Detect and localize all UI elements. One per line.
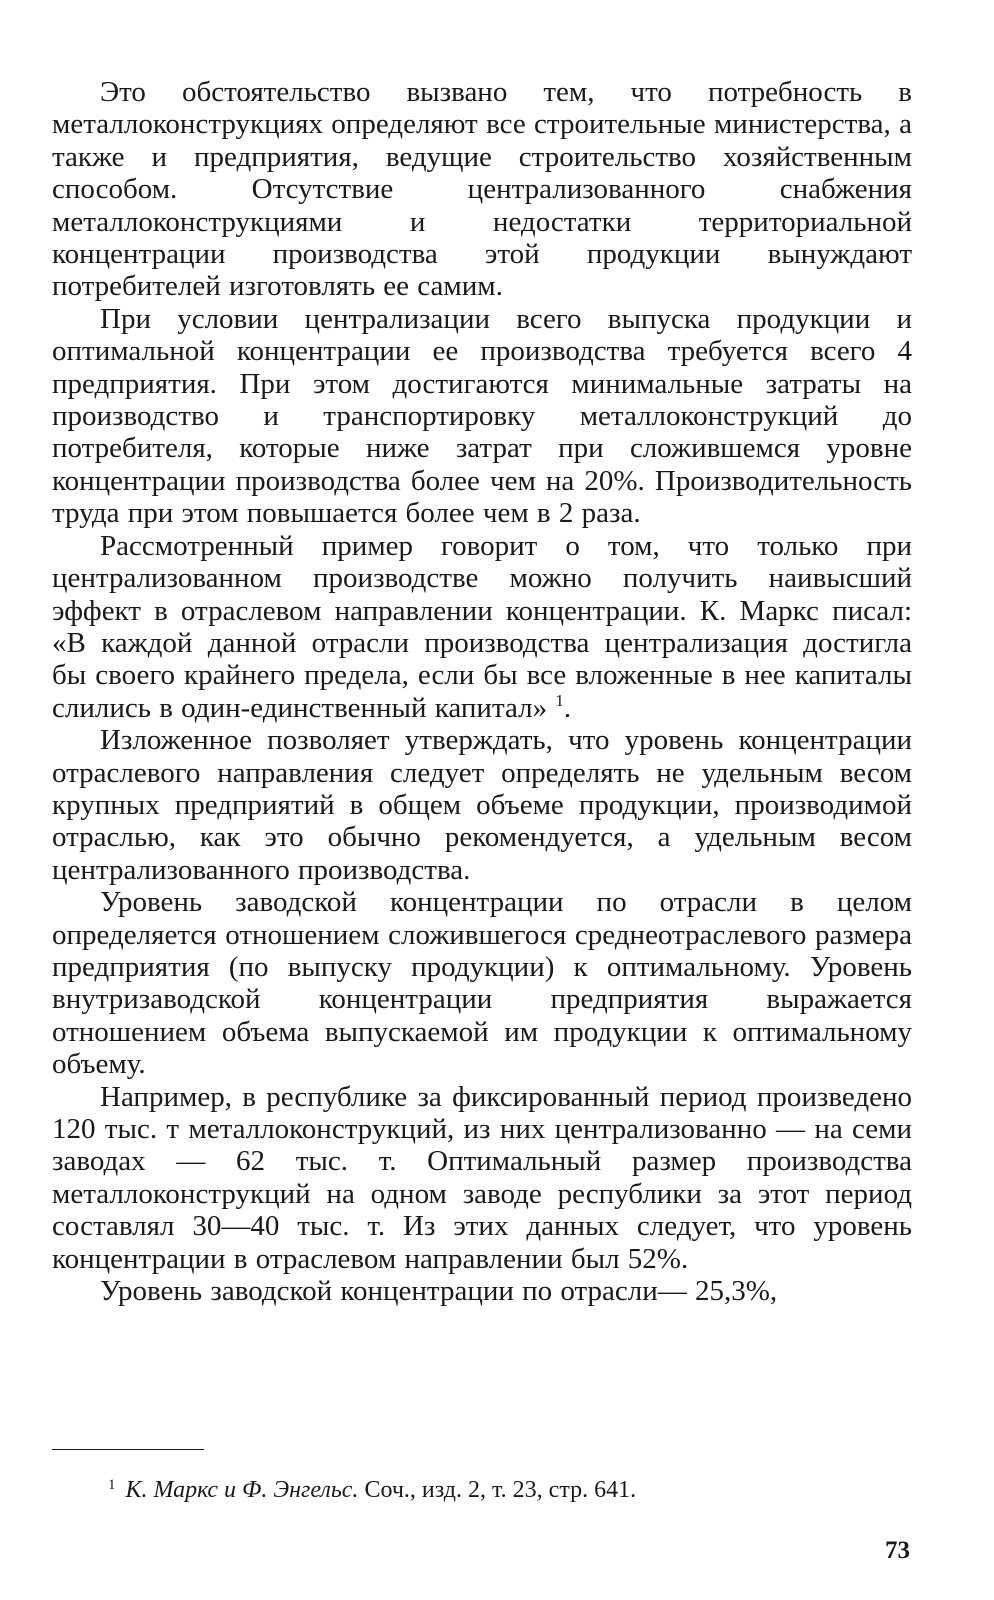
paragraph-2: При условии централизации всего выпуска продукции и оптимальной концентрации ее производства требуется всего 4 предприятия. При этом достигаются минимальные затраты на производство и транспортировку металлоконструкций до потребителя, которые ниже затрат при сложившемся уровне концентрации производства более чем на 20%. Производительность труда при этом повышается более чем в 2 раза.	[52, 302, 912, 530]
footnote-divider	[52, 1449, 204, 1450]
paragraph-3-text: Рассмотренный пример говорит о том, что только при централизованном производстве можно получить наивысший эффект в отраслевом направлении концентрации. К. Маркс писал: «В каждой данной отрасли производства централизация достигла бы своего крайнего предела, если бы все вложенные в нее капиталы слились в один-единственный капитал»	[52, 529, 912, 724]
paragraph-6: Например, в республике за фиксированный период произведено 120 тыс. т металлоконструкций, из них централизованно — на семи заводах — 62 тыс. т. Оптимальный размер производства металлоконструкций на одном заводе республики за этот период составлял 30—40 тыс. т. Из этих данных следует, что уровень концентрации в отраслевом направлении был 52%.	[52, 1080, 912, 1275]
paragraph-3	[52, 530, 912, 724]
page-number: 73	[885, 1537, 910, 1564]
footnote-source: Соч., изд. 2, т. 23, стр. 641.	[358, 1477, 637, 1503]
footnote-reference[interactable]: 1	[555, 690, 564, 710]
paragraph-1: Это обстоятельство вызвано тем, что потребность в металлоконструкциях определяют все строительные министерства, а также и предприятия, ведущие строительство хозяйственным способом. Отсутствие централизованного снабжения металлоконструкциями и недостатки территориальной концентрации производства этой продукции вынуждают потребителей изготовлять ее самим.	[52, 76, 912, 303]
footnote	[108, 1470, 636, 1505]
footnote-authors: К. Маркс и Ф. Энгельс.	[125, 1477, 359, 1503]
paragraph-4: Изложенное позволяет утверждать, что уровень концентрации отраслевого направления следует определять не удельным весом крупных предприятий в общем объеме продукции, производимой отраслью, как это обычно рекомендуется, а удельным весом централизованного производства.	[52, 724, 912, 886]
footnote-marker: 1	[108, 1477, 116, 1493]
paragraph-3-tail: .	[563, 691, 572, 724]
main-text	[52, 76, 912, 1307]
paragraph-7: Уровень заводской концентрации по отрасли— 25,3%,	[100, 1275, 778, 1308]
paragraph-5: Уровень заводской концентрации по отрасли в целом определяется отношением сложившегося среднеотраслевого размера предприятия (по выпуску продукции) к оптимальному. Уровень внутризаводской концентрации предприятия выражается отношением объема выпускаемой им продукции к оптимальному объему.	[52, 886, 912, 1081]
